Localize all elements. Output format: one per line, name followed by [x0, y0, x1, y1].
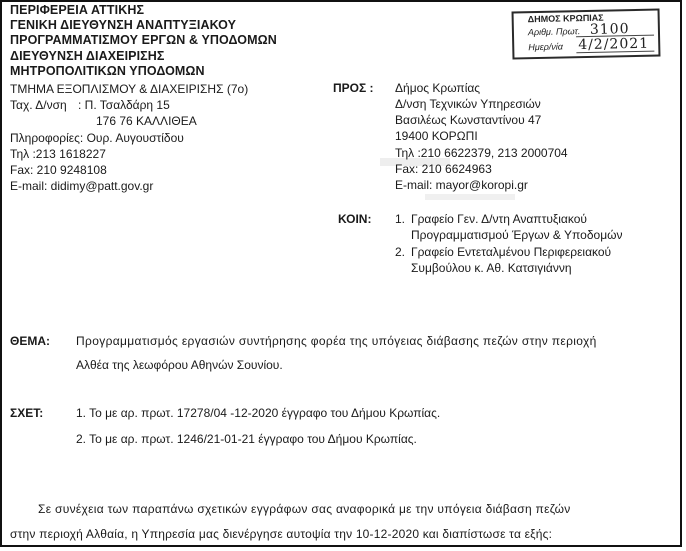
cc-item-line: Προγραμματισμού Έργων & Υποδομών: [411, 228, 623, 242]
sender-info: Πληροφορίες: Ουρ. Αυγουστίδου: [10, 131, 184, 145]
address-line: : Π. Τσαλδάρη 15: [78, 98, 170, 112]
sender-line: ΓΕΝΙΚΗ ΔΙΕΥΘΥΝΣΗ ΑΝΑΠΤΥΞΙΑΚΟΥ: [10, 18, 237, 32]
sender-email: E-mail: didimy@patt.gov.gr: [10, 179, 154, 193]
sender-phone: Τηλ :213 1618227: [10, 147, 106, 161]
sender-line: ΔΙΕΥΘΥΝΣΗ ΔΙΑΧΕΙΡΙΣΗΣ: [10, 49, 165, 63]
recipient-line: Fax: 210 6624963: [395, 162, 492, 176]
recipient-line: Δήμος Κρωπίας: [395, 81, 481, 95]
recipient-line: E-mail: mayor@koropi.gr: [395, 178, 528, 192]
address-postcode: 176 76 ΚΑΛΛΙΘΕΑ: [96, 114, 197, 128]
subject-text: Προγραμματισμός εργασιών συντήρησης φορέα της υπόγειας διάβασης πεζών στην περιοχή: [76, 334, 597, 348]
stamp-date-label: Ημερ/νία: [528, 41, 564, 53]
address-label: Ταχ. Δ/νση: [10, 98, 67, 112]
sender-department: ΤΜΗΜΑ ΕΞΟΠΛΙΣΜΟΥ & ΔΙΑΧΕΙΡΙΣΗΣ (7ο): [10, 82, 249, 96]
sender-line: ΜΗΤΡΟΠΟΛΙΤΙΚΩΝ ΥΠΟΔΟΜΩΝ: [10, 64, 205, 78]
stamp-date-value: 4/2/2021: [578, 35, 650, 54]
recipient-line: Τηλ :210 6622379, 213 2000704: [395, 146, 568, 160]
sender-fax: Fax: 210 9248108: [10, 163, 107, 177]
stamp-protocol-label: Αριθμ. Πρωτ.: [527, 26, 581, 38]
recipient-line: Βασιλέως Κωνσταντίνου 47: [395, 113, 542, 127]
subject-text: Αλθέα της λεωφόρου Αθηνών Σουνίου.: [76, 358, 283, 372]
bleed-through-mark: [425, 194, 515, 200]
body-line: στην περιοχή Αλθαία, η Υπηρεσία μας διενέργησε αυτοψία την 10-12-2020 και διαπίστωσε τα εξής:: [10, 527, 553, 541]
body-line: Σε συνέχεια των παραπάνω σχετικών εγγράφων σας αναφορικά με την υπόγεια διάβαση πεζών: [38, 502, 571, 516]
recipient-line: Δ/νση Τεχνικών Υπηρεσιών: [395, 97, 541, 111]
recipient-label: ΠΡΟΣ :: [333, 81, 374, 95]
sender-line: ΠΡΟΓΡΑΜΜΑΤΙΣΜΟΥ ΕΡΓΩΝ & ΥΠΟΔΟΜΩΝ: [10, 33, 277, 47]
cc-item-line: Γραφείο Εντεταλμένου Περιφερειακού: [411, 245, 612, 259]
stamp-line: [576, 51, 654, 54]
stamp-protocol-value: 3100: [589, 21, 630, 38]
stamp-title: ΔΗΜΟΣ ΚΡΩΠΙΑΣ: [527, 12, 604, 25]
cc-item-number: 1.: [395, 212, 406, 226]
sender-line: ΠΕΡΙΦΕΡΕΙΑ ΑΤΤΙΚΗΣ: [10, 3, 145, 17]
cc-item-number: 2.: [395, 245, 406, 259]
cc-item-line: Γραφείο Γεν. Δ/ντη Αναπτυξιακού: [411, 212, 587, 226]
protocol-stamp: [512, 8, 661, 59]
cc-label: ΚΟΙΝ:: [338, 212, 372, 226]
subject-label: ΘΕΜΑ:: [10, 334, 50, 348]
related-item: 2. Το με αρ. πρωτ. 1246/21-01-21 έγγραφο του Δήμου Κρωπίας.: [76, 432, 417, 446]
related-label: ΣΧΕΤ:: [10, 406, 44, 420]
related-item: 1. Το με αρ. πρωτ. 17278/04 -12-2020 έγγραφο του Δήμου Κρωπίας.: [76, 406, 441, 420]
cc-item-line: Συμβούλου κ. Αθ. Κατσιγιάννη: [411, 261, 572, 275]
recipient-line: 19400 ΚΟΡΩΠΙ: [395, 129, 478, 143]
